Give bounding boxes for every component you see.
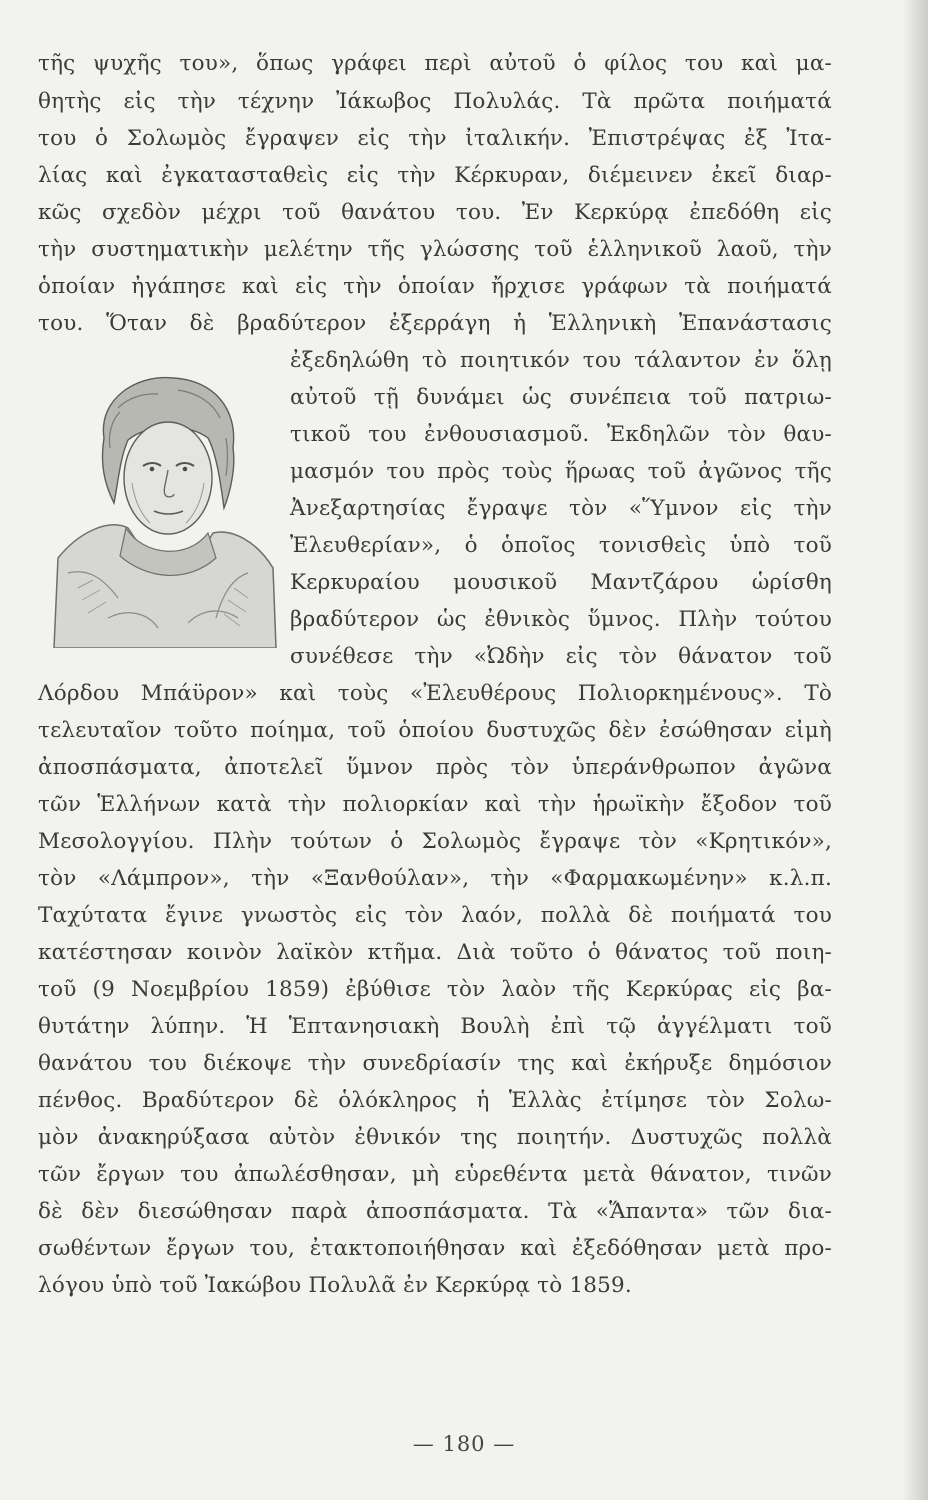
- text-line: Κερκυραίου μουσικοῦ Μαντζάρου ὡρίσθη: [290, 570, 832, 595]
- text-line: Λόρδου Μπάϋρον» καὶ τοὺς «Ἐλευθέρους Πολιορκημένους». Τὸ: [38, 681, 832, 706]
- text-line: θανάτου του διέκοψε τὴν συνεδρίασίν της καὶ ἐκήρυξε δημόσιον: [38, 1051, 832, 1076]
- portrait-engraving: [48, 368, 280, 648]
- text-line: Ἀνεξαρτησίας ἔγραψε τὸν «Ὕμνον εἰς τὴν: [290, 496, 832, 521]
- text-line: αὐτοῦ τῇ δυνάμει ὡς συνέπεια τοῦ πατριω-: [290, 385, 832, 410]
- text-line: τὴν συστηματικὴν μελέτην τῆς γλώσσης τοῦ ἑλληνικοῦ λαοῦ, τὴν: [38, 237, 832, 262]
- text-line: τὸν «Λάμπρον», τὴν «Ξανθούλαν», τὴν «Φαρμακωμένην» κ.λ.π.: [38, 866, 832, 891]
- text-line: συνέθεσε τὴν «Ὠδὴν εἰς τὸν θάνατον τοῦ: [290, 644, 832, 669]
- text-line: θητὴς εἰς τὴν τέχνην Ἰάκωβος Πολυλάς. Τὰ πρῶτα ποιήματά: [38, 89, 832, 114]
- text-line: θυτάτην λύπην. Ἡ Ἑπτανησιακὴ Βουλὴ ἐπὶ τῷ ἀγγέλματι τοῦ: [38, 1014, 832, 1039]
- text-line: κῶς σχεδὸν μέχρι τοῦ θανάτου του. Ἐν Κερκύρᾳ ἐπεδόθη εἰς: [38, 200, 832, 225]
- text-line: δὲ δὲν διεσώθησαν παρὰ ἀποσπάσματα. Τὰ «Ἅπαντα» τῶν δια-: [38, 1199, 832, 1224]
- text-line: μὸν ἀνακηρύξασα αὐτὸν ἐθνικόν της ποιητήν. Δυστυχῶς πολλὰ: [38, 1125, 832, 1150]
- text-line: τῶν Ἑλλήνων κατὰ τὴν πολιορκίαν καὶ τὴν ἡρωϊκὴν ἔξοδον τοῦ: [38, 792, 832, 817]
- text-line: τοῦ (9 Νοεμβρίου 1859) ἐβύθισε τὸν λαὸν τῆς Κερκύρας εἰς βα-: [38, 977, 832, 1002]
- text-line: κατέστησαν κοινὸν λαϊκὸν κτῆμα. Διὰ τοῦτο ὁ θάνατος τοῦ ποιη-: [38, 940, 832, 965]
- text-line: ὁποίαν ἠγάπησε καὶ εἰς τὴν ὁποίαν ἤρχισε γράφων τὰ ποιήματά: [38, 274, 832, 299]
- text-line: τῶν ἔργων του ἀπωλέσθησαν, μὴ εὑρεθέντα μετὰ θάνατον, τινῶν: [38, 1162, 832, 1187]
- text-line: μασμόν του πρὸς τοὺς ἥρωας τοῦ ἀγῶνος τῆς: [290, 459, 832, 484]
- text-line: λίας καὶ ἐγκατασταθεὶς εἰς τὴν Κέρκυραν, διέμεινεν ἐκεῖ διαρ-: [38, 163, 832, 188]
- text-line: τικοῦ του ἐνθουσιασμοῦ. Ἐκδηλῶν τὸν θαυ-: [290, 422, 832, 447]
- text-line: Ταχύτατα ἔγινε γνωστὸς εἰς τὸν λαόν, πολλὰ δὲ ποιήματά του: [38, 903, 832, 928]
- text-line: ἐξεδηλώθη τὸ ποιητικόν του τάλαντον ἐν ὅλῃ: [290, 348, 832, 373]
- page-number: — 180 —: [412, 1432, 516, 1456]
- text-line: τελευταῖον τοῦτο ποίημα, τοῦ ὁποίου δυστυχῶς δὲν ἐσώθησαν εἰμὴ: [38, 718, 832, 743]
- text-line: του. Ὅταν δὲ βραδύτερον ἐξερράγη ἡ Ἑλληνικὴ Ἐπανάστασις: [38, 311, 832, 336]
- page-edge-shadow: [902, 0, 928, 1500]
- text-line: τῆς ψυχῆς του», ὅπως γράφει περὶ αὐτοῦ ὁ φίλος του καὶ μα-: [38, 51, 832, 76]
- text-line: πένθος. Βραδύτερον δὲ ὁλόκληρος ἡ Ἑλλὰς ἐτίμησε τὸν Σολω-: [38, 1088, 832, 1113]
- text-line: Μεσολογγίου. Πλὴν τούτων ὁ Σολωμὸς ἔγραψε τὸν «Κρητικόν»,: [38, 829, 832, 854]
- text-line: βραδύτερον ὡς ἐθνικὸς ὕμνος. Πλὴν τούτου: [290, 607, 832, 632]
- text-line: Ἐλευθερίαν», ὁ ὁποῖος τονισθεὶς ὑπὸ τοῦ: [290, 533, 832, 558]
- text-line: λόγου ὑπὸ τοῦ Ἰακώβου Πολυλᾶ ἐν Κερκύρᾳ τὸ 1859.: [38, 1273, 632, 1298]
- text-line: ἀποσπάσματα, ἀποτελεῖ ὕμνον πρὸς τὸν ὑπεράνθρωπον ἀγῶνα: [38, 755, 832, 780]
- text-line: σωθέντων ἔργων του, ἐτακτοποιήθησαν καὶ ἐξεδόθησαν μετὰ προ-: [38, 1236, 832, 1261]
- text-line: του ὁ Σολωμὸς ἔγραψεν εἰς τὴν ἰταλικήν. Ἐπιστρέψας ἐξ Ἰτα-: [38, 126, 832, 151]
